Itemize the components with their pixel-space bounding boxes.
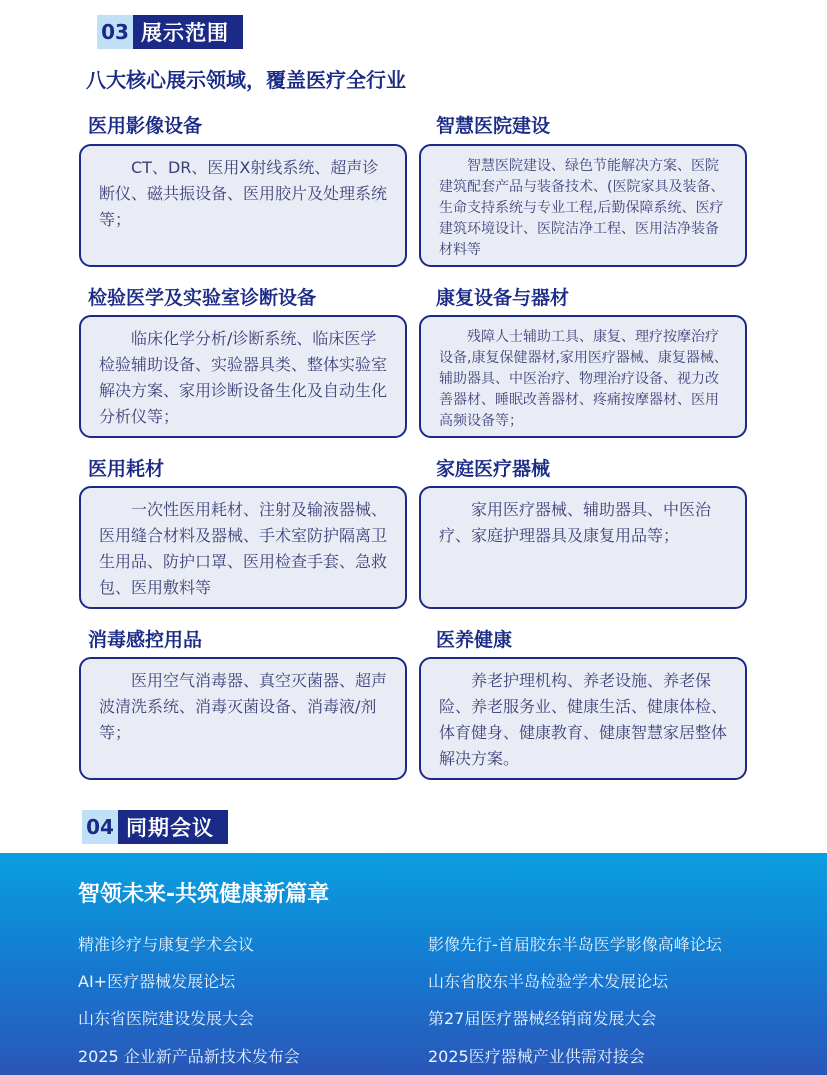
category-title: 消毒感控用品: [88, 629, 203, 651]
banner-title: 智领未来-共筑健康新篇章: [78, 882, 330, 907]
category-box: 养老护理机构、养老设施、养老保险、养老服务业、健康生活、健康体检、体育健身、健康教育、健康智慧家居整体解决方案。: [419, 657, 747, 780]
section-number: 03: [97, 15, 133, 49]
meeting-item: 山东省医院建设发展大会: [78, 1009, 255, 1028]
meeting-item: 2025医疗器械产业供需对接会: [428, 1047, 645, 1066]
category-box: 家用医疗器械、辅助器具、中医治疗、家庭护理器具及康复用品等；: [419, 486, 747, 609]
meeting-item: AI+医疗器械发展论坛: [78, 972, 236, 991]
meeting-item: 山东省胶东半岛检验学术发展论坛: [428, 972, 669, 991]
category-title: 医用耗材: [88, 458, 165, 480]
section-title: 同期会议: [118, 810, 228, 844]
section-03-header: [97, 15, 243, 49]
category-title: 医用影像设备: [88, 115, 203, 137]
meeting-item: 2025 企业新产品新技术发布会: [78, 1047, 300, 1066]
category-box: 临床化学分析/诊断系统、临床医学检验辅助设备、实验器具类、整体实验室解决方案、家用诊断设备生化及自动生化分析仪等；: [79, 315, 407, 438]
category-title: 家庭医疗器械: [436, 458, 551, 480]
meeting-item: 影像先行-首届胶东半岛医学影像高峰论坛: [428, 935, 722, 954]
category-box: 一次性医用耗材、注射及输液器械、医用缝合材料及器械、手术室防护隔离卫生用品、防护口罩、医用检查手套、急救包、医用敷料等: [79, 486, 407, 609]
category-title: 检验医学及实验室诊断设备: [88, 287, 317, 309]
meeting-item: 第27届医疗器械经销商发展大会: [428, 1009, 657, 1028]
category-title: 医养健康: [436, 629, 513, 651]
category-box: 智慧医院建设、绿色节能解决方案、医院建筑配套产品与装备技术、(医院家具及装备、生命支持系统与专业工程,后勤保障系统、医疗建筑环境设计、医院洁净工程、医用洁净装备材料等: [419, 144, 747, 267]
section-tagline: 八大核心展示领域，覆盖医疗全行业: [86, 68, 406, 92]
category-box: CT、DR、医用X射线系统、超声诊断仪、磁共振设备、医用胶片及处理系统等；: [79, 144, 407, 267]
category-title: 康复设备与器材: [436, 287, 570, 309]
section-number: 04: [82, 810, 118, 844]
category-box: 残障人士辅助工具、康复、理疗按摩治疗设备,康复保健器材,家用医疗器械、康复器械、辅助器具、中医治疗、物理治疗设备、视力改善器材、睡眠改善器材、疼痛按摩器材、医用高频设备等；: [419, 315, 747, 438]
meeting-item: 精准诊疗与康复学术会议: [78, 935, 255, 954]
category-title: 智慧医院建设: [436, 115, 551, 137]
category-box: 医用空气消毒器、真空灭菌器、超声波清洗系统、消毒灭菌设备、消毒液/剂等；: [79, 657, 407, 780]
section-title: 展示范围: [133, 15, 243, 49]
section-04-header: [82, 810, 228, 844]
